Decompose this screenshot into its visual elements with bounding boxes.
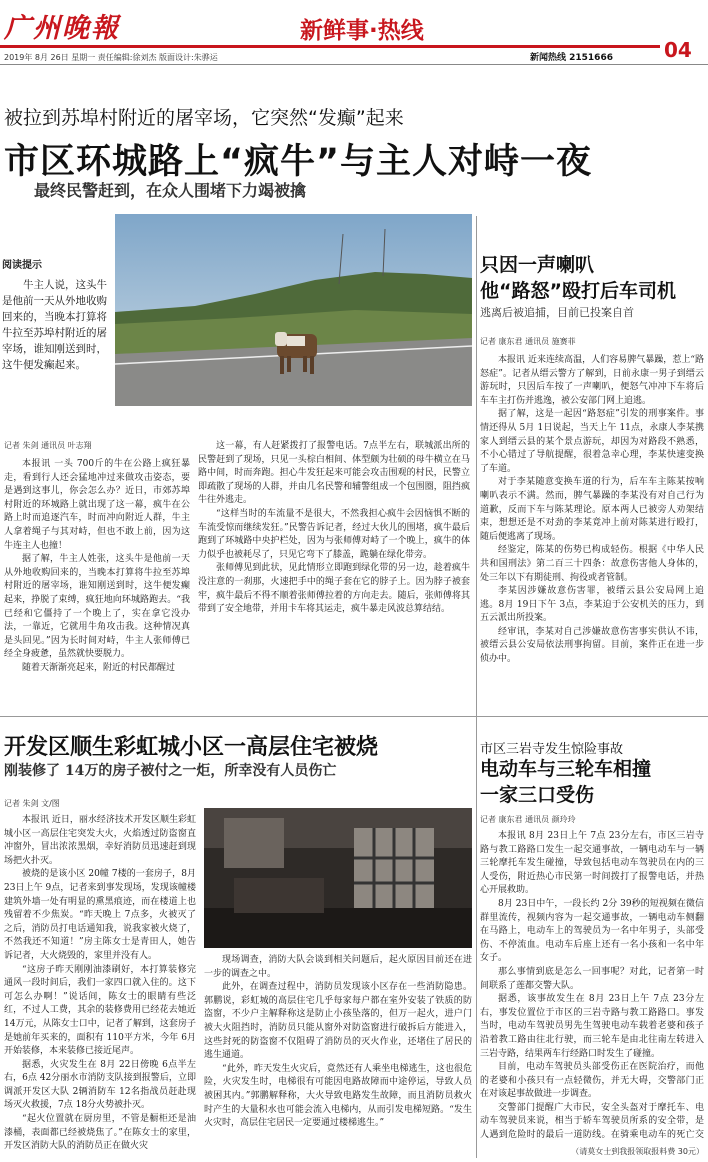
story3-kicker: 市区三岩寺发生惊险事故: [480, 742, 624, 757]
paragraph: 本报讯 8月 23日上午 7点 23分左右，市区三岩寺路与教工路路口发生一起交通事故，一辆电动车与一辆三轮摩托车发生碰撞，导致包括电动车驾驶员在内的三人受伤，附近热心市民第一时间拨打了报警电话，并热心开展救助。: [480, 831, 704, 896]
paragraph: 经鉴定，陈某的伤势已构成轻伤。根据《中华人民共和国刑法》第二百三十四条：故意伤害他人身体的，处三年以下有期徒刑、拘役或者管制。: [480, 545, 704, 583]
paragraph: 目前，电动车驾驶员头部受伤正在医院治疗，而他的老婆和小孩只有一点轻微伤，并无大碍，交警部门正在对该起事故做进一步调查。: [480, 1062, 704, 1100]
reading-tip-heading: 阅读提示: [2, 260, 42, 271]
paragraph: 据悉，该事故发生在 8月 23日上午 7点 23分左右，事发位置位于市区的三岩寺路与教工路路口。事发当时，电动车驾驶员男先生驾驶电动车载着老婆和孩子沿着教工路由往北行驶，而三轮车是由北往南左转进入三岩寺路，结果两车行经路口时发生了碰撞。: [480, 994, 704, 1059]
paragraph: 被烧的是该小区 20幢 7楼的一套房子，8月 23日上午 9点，记者来到事发现场，发现该幢楼建筑外墙一处有明显的熏黑痕迹，而在楼道上也残留着不少焦炭。“昨天晚上 7点多，火被灭了之后，消防员打电话通知我，说我家被火烧了，不然我还不知道！”房主陈女士是青田人，她告诉记者，大火烧毁的，家里并没有人。: [4, 869, 196, 961]
divider: [0, 64, 708, 65]
paragraph: 此外，在调查过程中，消防员发现该小区存在一些消防隐患。郭鹏说，彩虹城的高层住宅几乎每家每户都在室外安装了铁质的防盗窗，不少户主解释称这是防止小孩坠落的，但万一起火，进户门被大火阻挡时，消防员只能从窗外对防盗窗进行破拆后方能进入，这些封死的防盗窗不仅阻碍了消防员的灭火作业，还堵住了居民的逃生通道。: [204, 982, 472, 1061]
newspaper-logo: 广州晚報: [4, 13, 120, 44]
paragraph: 本报讯 近来连续高温，人们容易脾气暴躁，惹上“路怒症”。记者从缙云警方了解到，日前永康一男子到缙云游玩时，只因后车按了一声喇叭，便怒气冲冲下车将后车车主打伤并逃逸，被公安部门网上追逃。: [480, 355, 704, 406]
column-divider: [476, 216, 477, 1158]
paragraph: 李某因涉嫌故意伤害罪，被缙云县公安局网上追逃。8月 19日下午 3点，李某迫于公安机关的压力，到五云派出所投案。: [480, 586, 704, 624]
section-title: 新鲜事·热线: [300, 18, 424, 44]
story1-headline: 市区环城路上“疯牛”与主人对峙一夜: [4, 142, 593, 182]
paragraph: 张师傅见到此状，见此情形立即跑到绿化带的另一边，趁着疯牛没注意的一刹那，火速把手中的绳子套在它的脖子上。因为脖子被套牢，疯牛最后不得不顺着张师傅拉着的方向走去。随后，张师傅将其带到了安全地带，并用卡车将其运走，疯牛暴走风波总算结结。: [198, 563, 470, 615]
story4-column-1: [4, 814, 196, 1158]
section-divider: [0, 716, 708, 717]
story3-headline: 电动车与三轮车相撞 一家三口受伤: [480, 758, 652, 806]
story3-body: [480, 830, 704, 1140]
paragraph: 经审讯，李某对自己涉嫌故意伤害事实供认不讳，被缙云县公安局依法刑事拘留。目前，案件正在进一步侦办中。: [480, 626, 704, 665]
paragraph: 现场调查，消防大队会谈到相关问题后，起火原因目前还在进一步的调查之中。: [204, 955, 472, 979]
story1-column-2: [198, 440, 470, 713]
paragraph: 据了解，这是一起因“路怒症”引发的刑事案件。事情还得从 5月 1日说起，当天上午 11点，永康人李某携家人到缙云县的某个景点游玩，却因为对路段不熟悉，不小心错过了导航提醒，很着急幸心理，李某快速变换了车道。: [480, 409, 704, 474]
paragraph: 据悉，火灾发生在 8月 22日傍晚 6点半左右，6点 42分丽水市消防支队接到报警后，立即调派开发区大队 2辆消防车 12名指战员赶赴现场灭火救援，7点 18分火势被扑灭。: [4, 1059, 196, 1111]
story4-byline: 记者 朱剑 文/图: [4, 799, 60, 808]
story1-column-1: [4, 458, 190, 713]
paragraph: 本报讯 一头 700斤的牛在公路上疯狂暴走，看到行人还会猛地冲过来做攻击姿态，要是遇到这事儿，你会怎么办？近日，市郊苏埠村附近的环城路上就出现了这一幕，疯牛在公路上时而追逐汽车，时而冲向附近人群，牛主人拿着绳子与其对峙，但也不敢上前，因为这牛连主人也撞！: [4, 459, 190, 551]
story2-body: [480, 354, 704, 700]
paragraph: “这房子昨天刚刚油漆刷好，本打算装修完通风一段时间后，我们一家四口就入住的。这下可怎么办啊！”说话间，陈女士的眼睛有些泛红，不过人工费，其余的装修费用已经花去她近 14万元，从陈女士口中，记者了解到，这套房子是她前年买来的，面积有 110平方米，今年 6月开始装修，本来装修已接近尾声。: [4, 964, 196, 1057]
paragraph: 这一幕，有人赶紧拨打了报警电话。7点半左右，联城派出所的民警赶到了现场，只见一头棕白相间、体型颇为壮硕的母牛横立在马路中间，时而奔跑。担心牛发狂起来可能会攻击围观的村民，民警立即疏散了现场的人群，并由几名民警和辅警组成一个包围圈，阻挡疯牛往外逃走。: [198, 441, 470, 506]
paragraph: 8月 23日中午，一段长约 2分 39秒的短视频在微信群里流传，视频内容为一起交通事故，一辆电动车侧翻在马路上，电动车上的驾驶员为一名中年男子，头部受伤、不停流血。电动车后座上还有一名小孩和一名中年女子。: [480, 898, 704, 964]
story4-deck: 刚装修了 14万的房子被付之一炬，所幸没有人员伤亡: [4, 763, 337, 779]
reading-tip-box: [2, 256, 112, 386]
reading-tip-text: 牛主人说，这头牛是他前一天从外地收购回来的，当晚本打算将牛拉至苏埠村附近的屠宰场，谁知刚送到时，这牛便发癫起来。: [2, 279, 107, 371]
paragraph: “这样当时的车流量不是很大，不然我担心疯牛会因恼惧不断的车流受惊而继续发狂。”民警告诉记者，经过大伙儿的围堵，疯牛最后跑到了环城路中央护栏处，因为与张师傅对峙了一个晚上，疯牛的体力似乎也被耗尽了，只见它弯下了膝盖，跪躺在绿化带旁。: [198, 508, 470, 560]
masthead-rule: [0, 45, 660, 48]
paragraph: 本报讯 近日，丽水经济技术开发区顺生彩虹城小区一高层住宅突发大火，火焰透过防盗窗直冲窗外，冒出浓浓黑烟，幸好消防员迅速赶到现场把火扑灭。: [4, 815, 196, 866]
date-line: 2019年 8月 26日 星期一 责任编辑:徐刘杰 版面设计:朱骅运: [4, 53, 218, 62]
paragraph: 那么事情到底是怎么一回事呢？对此，记者第一时间联系了莲都交警大队。: [480, 966, 704, 991]
story2-headline: 只因一声喇叭 他“路怒”殴打后车司机: [480, 254, 676, 302]
paragraph: 随着天渐渐亮起来，附近的村民都醒过: [22, 662, 176, 673]
page-number: 04: [664, 38, 692, 62]
paragraph: “起火位置就在厨房里，不管是橱柜还是油漆桶，表面都已经被烧焦了。”在陈女士的家里，开发区消防大队的消防员正在做火灾: [4, 1114, 196, 1152]
story3-note: （请莫女士到我报领取报料费 30元）: [571, 1147, 704, 1156]
paragraph: 交警部门提醒广大市民，安全头盔对于摩托车、电动车驾驶员来说，相当于轿车驾驶员所系的安全带，是人遇到危险时的最后一道防线。在骑乘电动车的死亡交: [480, 1102, 704, 1140]
paragraph: 对于李某随意变换车道的行为，后车车主陈某按响喇叭表示不满。然而，脾气暴躁的李某没有对自己行为道歉，反而下车与陈某理论。原本两人已被旁人劝架结束，想想还是不对劲的李某竟冲上前对陈某进行殴打，随后便逃离了现场。: [480, 477, 704, 542]
story1-kicker: 被拉到苏埠村附近的屠宰场，它突然“发癫”起来: [4, 107, 404, 129]
story2-deck: 逃离后被追捕，目前已投案自首: [480, 306, 634, 319]
story1-byline: 记者 朱剑 通讯员 叶志翔: [4, 441, 92, 450]
burned-kitchen-photo: [204, 808, 472, 948]
story2-byline: 记者 康东君 通讯员 施赛菲: [480, 337, 576, 346]
story3-byline: 记者 康东君 通讯员 颜玲玲: [480, 815, 576, 824]
story4-headline: 开发区顺生彩虹城小区一高层住宅被烧: [4, 735, 379, 760]
paragraph: 据了解，牛主人姓张，这头牛是他前一天从外地收购回来的，当晚本打算将牛拉至苏埠村附近的屠宰场，谁知刚送到时，这牛便发癫起来，挣脱了束缚，疯狂地向环城路跑去。“我已经和它僵持了一个晚上了，实在拿它没办法，一靠近，它就用牛角攻击我。这种情况真是头回见。”因为长时间对峙，牛主人张师傅已经全身疲惫，虽然就快要脱力。: [4, 554, 190, 660]
news-hotline: 新闻热线 2151666: [530, 53, 613, 63]
story4-column-2: [204, 954, 472, 1158]
cow-photo: [115, 214, 472, 406]
story1-deck: 最终民警赶到，在众人围堵下力竭被擒: [34, 181, 307, 200]
paragraph: “此外，昨天发生火灾后，竟然还有人乘坐电梯逃生，这也很危险，火灾发生时，电梯很有可能因电路故障而中途停运，导致人员被困其内。”郭鹏解释称，大火导致电路发生故障，而且消防员救火时产生的大量积水也可能会流入电梯内，从而引发电梯短路。“发生火灾时，高层住宅居民一定要通过楼梯逃生。”: [204, 1063, 472, 1129]
